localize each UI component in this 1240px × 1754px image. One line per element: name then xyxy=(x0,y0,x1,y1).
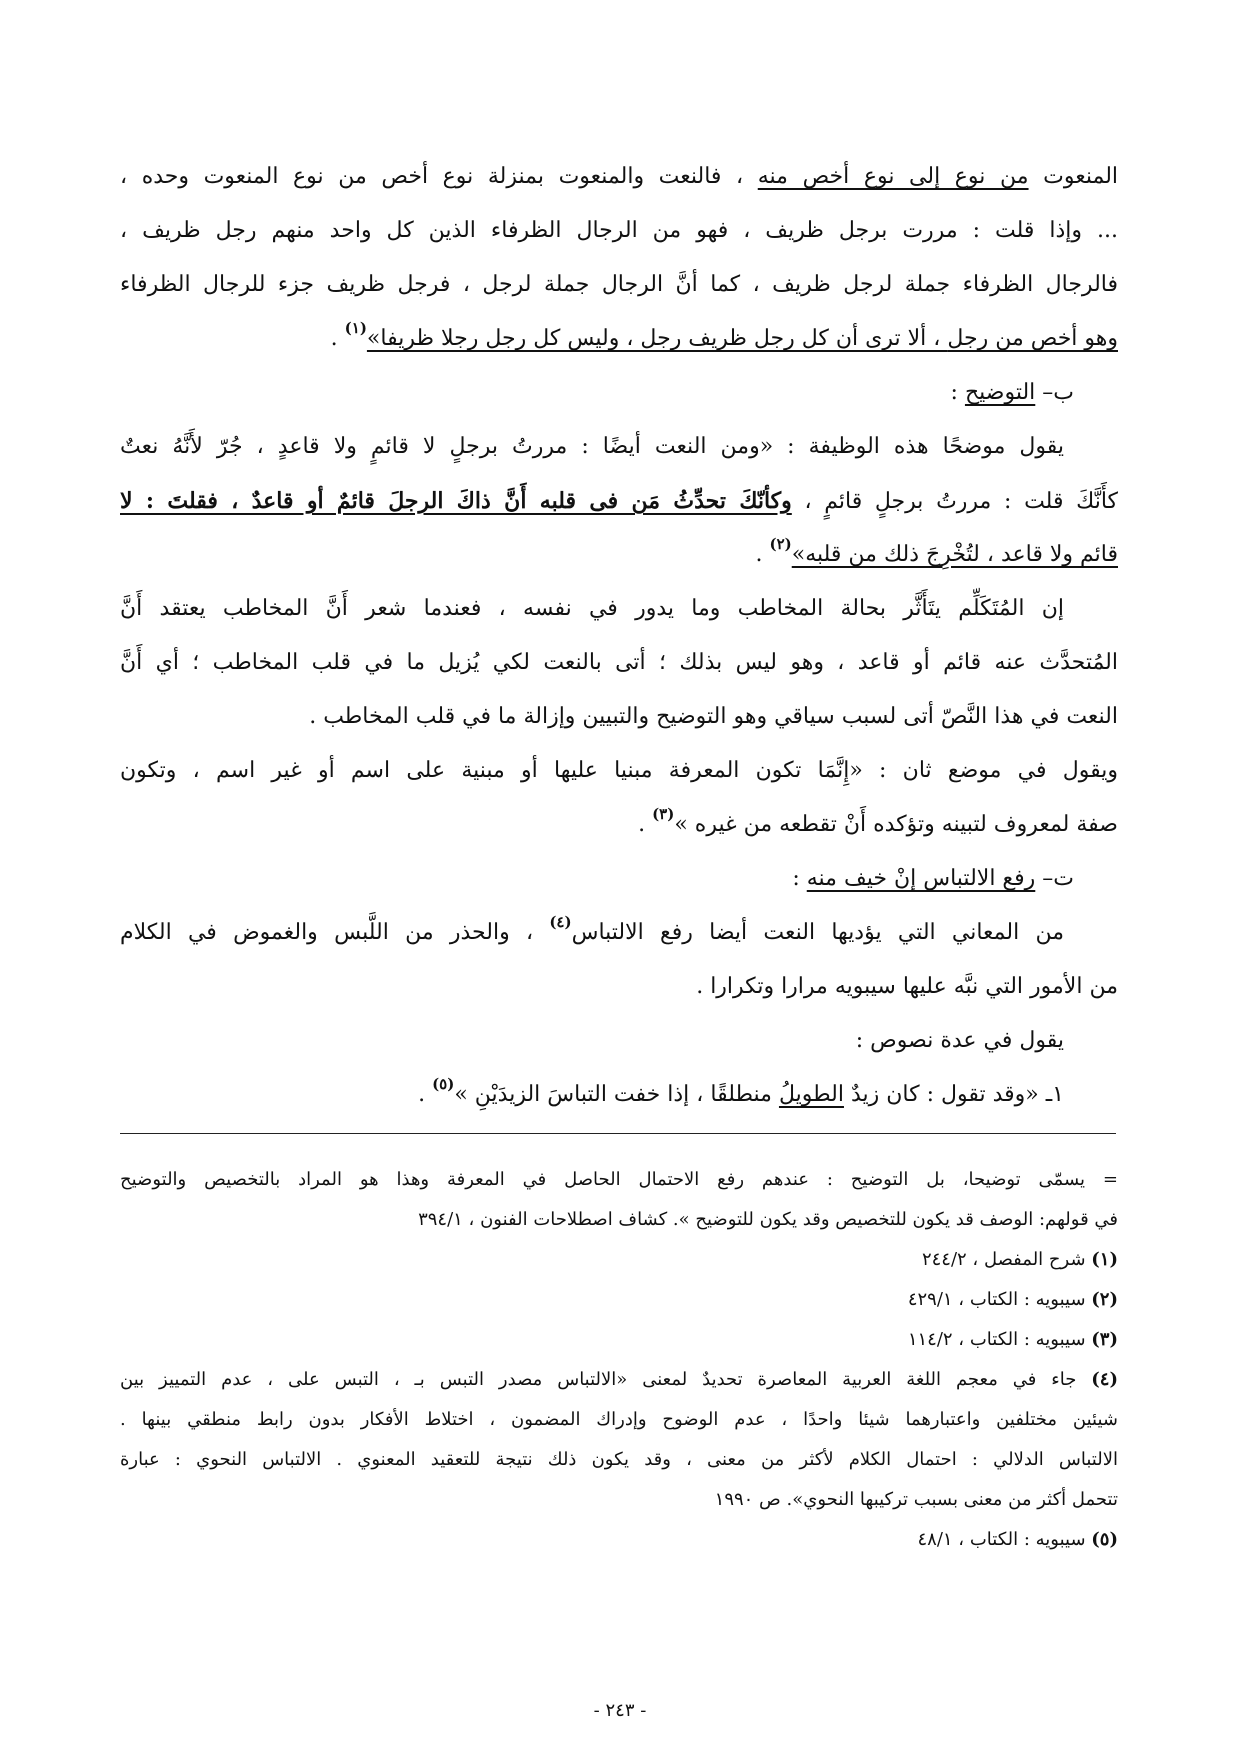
footnote-number: (٣) xyxy=(1091,1329,1118,1350)
footnote-2: (٢) سيبويه : الكتاب ، ٤٢٩/١ xyxy=(907,1289,1118,1310)
text-line: ويقول في موضع ثان : «إِنَّمَا تكون المعرفة مبنيا عليها أو مبنية على اسم أو غير اسم ، وتكون xyxy=(120,758,1118,783)
footnote-4-line: تتحمل أكثر من معنى بسبب تركيبها النحوي». ص ١٩٩٠ xyxy=(714,1489,1118,1510)
text-line: المنعوت من نوع إلى نوع أخص منه ، فالنعت والمنعوت بمنزلة نوع أخص من نوع المنعوت وحده ، xyxy=(120,164,1118,189)
footnote-number: (٥) xyxy=(1091,1529,1118,1550)
footnote-continuation: = يسمّى توضيحا، بل التوضيح : عندهم رفع الاحتمال الحاصل في المعرفة وهذا هو المراد بالتخصيص والتوضيح xyxy=(120,1169,1118,1190)
footnotes xyxy=(120,1160,1118,1560)
example-1: ١ـ «وقد تقول : كان زيدٌ الطويلُ منطلقًا ، إذا خفت التباسَ الزيدَيْنِ »$^{(٥)}$ . xyxy=(418,1075,1064,1107)
underlined-phrase: قائم ولا قاعد ، لتُخْرِجَ ذلك من قلبه» xyxy=(791,542,1118,567)
section-heading-t: ت– رفع الالتباس إنْ خيف منه : xyxy=(792,866,1074,891)
bold-underlined-quote: وكأنّكَ تحدِّثُ مَن فى قلبه أَنَّ ذاكَ الرجلَ قائمٌ أو قاعدٌ ، فقلتَ : لا xyxy=(120,488,792,514)
underlined-word: الطويلُ xyxy=(778,1082,844,1107)
footnote-ref-1[interactable]: (١) xyxy=(344,319,367,337)
footnote-number: (٤) xyxy=(1091,1369,1118,1390)
footnote-4-line: الالتباس الدلالي : احتمال الكلام لأكثر من معنى ، وقد يكون ذلك نتيجة للتعقيد المعنوي . الالتباس النحوي : عبارة xyxy=(120,1449,1118,1470)
footnote-1: (١) شرح المفصل ، ٢٤٤/٢ xyxy=(921,1249,1118,1270)
footnote-ref-4[interactable]: (٤) xyxy=(549,913,572,931)
footnote-number: (١) xyxy=(1091,1249,1118,1270)
text-line: من المعاني التي يؤديها النعت أيضا رفع الالتباس$^{(٤)}$ ، والحذر من اللَّبس والغموض في الكلام xyxy=(120,913,1064,945)
text-line: النعت في هذا النَّصّ أتى لسبب سياقي وهو التوضيح والتبيين وإزالة ما في قلب المخاطب . xyxy=(309,704,1118,729)
main-text xyxy=(120,150,1118,1122)
text-line: يقول موضحًا هذه الوظيفة : «ومن النعت أيضًا : مررتُ برجلٍ لا قائمٍ ولا قاعدٍ ، جُرّ لأَنَّهُ نعتٌ xyxy=(120,434,1064,459)
text-line: فالرجال الظرفاء جملة لرجل ظريف ، كما أنَّ الرجال جملة لرجل ، فرجل ظريف جزء للرجال الظرفاء xyxy=(120,272,1118,297)
footnote-3: (٣) سيبويه : الكتاب ، ١١٤/٢ xyxy=(907,1329,1118,1350)
footnote-4-line: شيئين مختلفين واعتبارهما شيئا واحدًا ، عدم الوضوح وإدراك المضمون ، اختلاط الأفكار بدون رابط منطقي بينها . xyxy=(120,1409,1118,1430)
footnote-separator xyxy=(120,1133,1116,1134)
underlined-phrase: وهو أخص من رجل xyxy=(947,326,1118,351)
text-line: وهو أخص من رجل ، ألا ترى أن كل رجل ظريف رجل ، وليس كل رجل رجلا ظريفا»$^{(١)}$ . xyxy=(330,319,1118,351)
text-line: إن المُتَكَلِّم يتَأَثَّر بحالة المخاطب وما يدور في نفسه ، فعندما شعر أَنَّ المخاطب يعتقد أَنَّ xyxy=(120,596,1064,621)
page-number: - ٢٤٣ - xyxy=(593,1700,647,1721)
text-line: صفة لمعروف لتبينه وتؤكده أَنْ تقطعه من غيره »$^{(٣)}$ . xyxy=(638,805,1118,837)
footnote-ref-3[interactable]: (٣) xyxy=(652,805,675,823)
footnote-ref-2[interactable]: (٢) xyxy=(769,535,792,553)
text-line: من الأمور التي نبَّه عليها سيبويه مرارا وتكرارا . xyxy=(696,974,1118,999)
underlined-phrase: من نوع إلى نوع أخص منه xyxy=(757,164,1029,189)
footnote-continuation: في قولهم: الوصف قد يكون للتخصيص وقد يكون للتوضيح ». كشاف اصطلاحات الفنون ، ٣٩٤/١ xyxy=(418,1209,1118,1230)
text-line: كأَنَّكَ قلت : مررتُ برجلٍ قائمٍ ، وكأنّكَ تحدِّثُ مَن فى قلبه أَنَّ ذاكَ الرجلَ قائمٌ أو قاعدٌ ، فقلتَ : لا xyxy=(120,488,1118,514)
text-line: قائم ولا قاعد ، لتُخْرِجَ ذلك من قلبه»$^{(٢)}$ . xyxy=(755,535,1118,567)
text-line: المُتحدَّث عنه قائم أو قاعد ، وهو ليس بذلك ؛ أتى بالنعت لكي يُزيل ما في قلب المخاطب ؛ أي أَنَّ xyxy=(120,650,1118,675)
section-heading-b: ب– التوضيح : xyxy=(950,380,1074,405)
text-line: ... وإذا قلت : مررت برجل ظريف ، فهو من الرجال الظرفاء الذين كل واحد منهم رجل ظريف ، xyxy=(120,218,1118,243)
footnote-4: (٤) جاء في معجم اللغة العربية المعاصرة تحديدٌ لمعنى «الالتباس مصدر التبس بـ ، التبس على ، عدم التمييز بين xyxy=(120,1369,1118,1390)
footnote-ref-5[interactable]: (٥) xyxy=(432,1075,455,1093)
footnote-5: (٥) سيبويه : الكتاب ، ٤٨/١ xyxy=(917,1529,1118,1550)
footnote-number: (٢) xyxy=(1091,1289,1118,1310)
section-title: رفع الالتباس إنْ خيف منه xyxy=(806,866,1036,891)
section-title: التوضيح xyxy=(964,380,1036,405)
intro-line: يقول في عدة نصوص : xyxy=(855,1028,1064,1053)
